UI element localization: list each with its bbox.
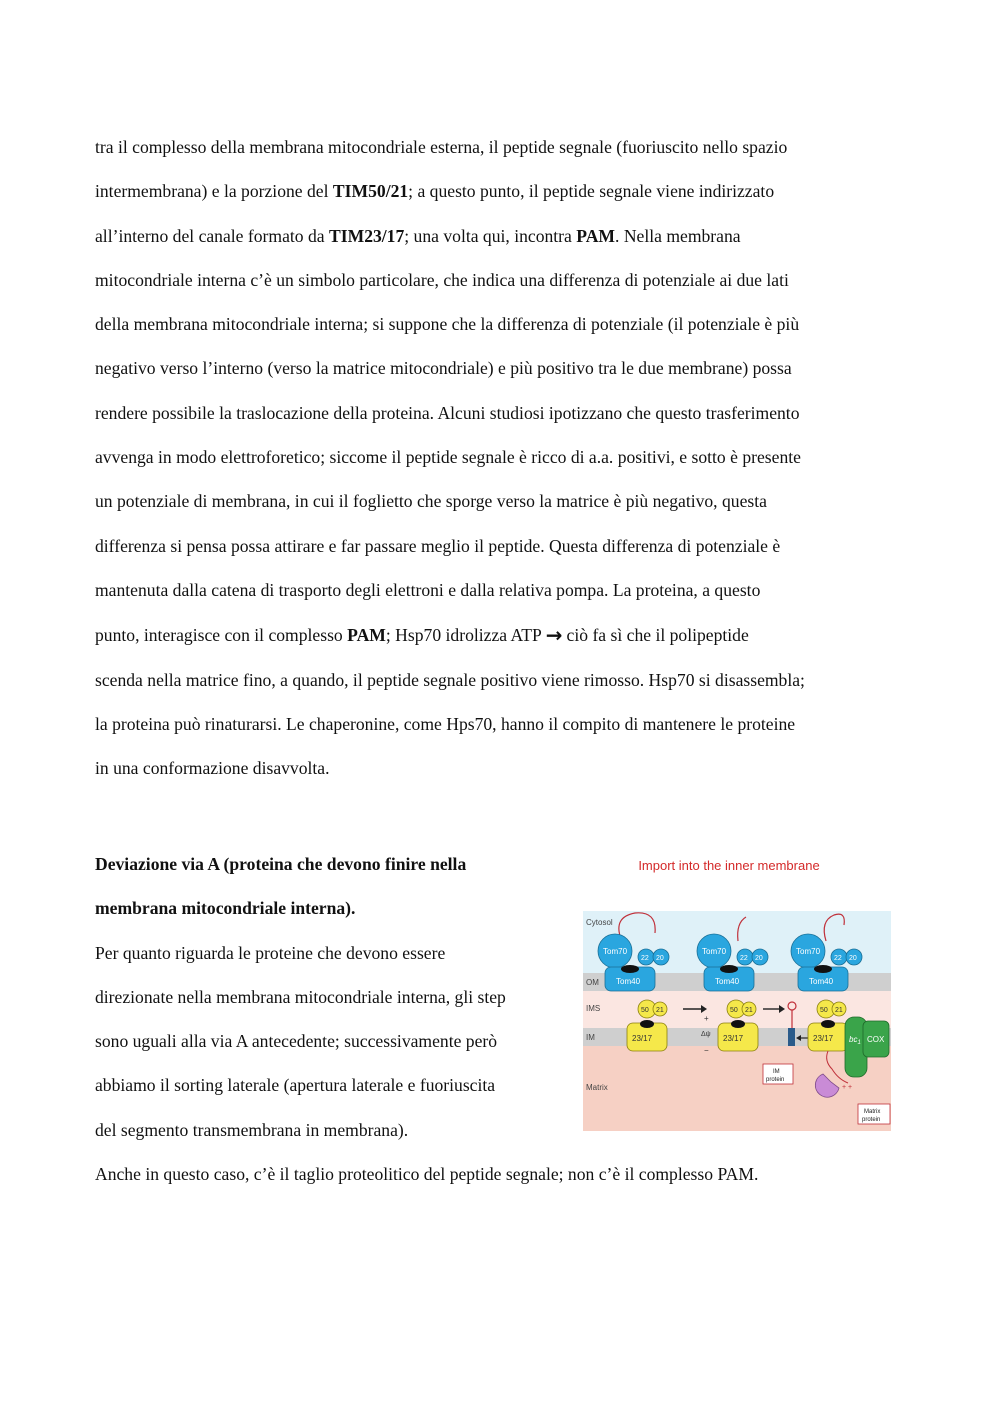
svg-text:protein: protein <box>862 1117 881 1123</box>
section-deviazione <box>95 842 575 1152</box>
svg-text:21: 21 <box>656 1007 664 1014</box>
text-line: avvenga in modo elettroforetico; siccome il peptide segnale è ricco di a.a. positivi, e sotto è presente <box>95 447 801 468</box>
svg-text:COX: COX <box>867 1035 885 1044</box>
text-line: un potenziale di membrana, in cui il foglietto che sporge verso la matrice è più negativo, questa <box>95 491 767 512</box>
plus-sign: + <box>704 1014 709 1023</box>
bold-term-tim50-21: TIM50/21 <box>332 181 409 202</box>
bold-term-pam: PAM <box>576 225 616 246</box>
text-line: all’interno del canale formato da TIM23/17; una volta qui, incontra PAM. Nella membrana <box>95 225 741 246</box>
section-heading: Deviazione via A (proteina che devono finire nella <box>95 854 467 874</box>
text-line: Per quanto riguarda le proteine che devono essere <box>95 942 446 963</box>
text-line: del segmento transmembrana in membrana). <box>95 1119 409 1140</box>
text-line: la proteina può rinaturarsi. Le chaperonine, come Hps70, hanno il compito di mantenere le proteine <box>95 713 796 734</box>
svg-text:IM: IM <box>773 1069 780 1075</box>
bold-term-pam: PAM <box>347 625 386 646</box>
minus-sign: − <box>704 1046 709 1055</box>
svg-text:50: 50 <box>820 1007 828 1014</box>
text-line: punto, interagisce con il complesso PAM; Hsp70 idrolizza ATP → ciò fa sì che il polipeptide <box>95 612 915 657</box>
section-heading: membrana mitocondriale interna). <box>95 898 356 919</box>
svg-text:20: 20 <box>849 955 857 962</box>
matrix-label: Matrix <box>586 1083 608 1092</box>
text-line: differenza si pensa possa attirare e far passare meglio il peptide. Questa differenza di potenziale è <box>95 535 781 556</box>
text-line: della membrana mitocondriale interna; si suppone che la differenza di potenziale (il potenziale è più <box>95 314 800 335</box>
svg-text:20: 20 <box>656 955 664 962</box>
svg-text:23/17: 23/17 <box>632 1034 653 1043</box>
text-line: mantenuta dalla catena di trasporto degli elettroni e dalla relativa pompa. La proteina, a questo <box>95 579 761 600</box>
matrix-protein-box <box>858 1104 890 1124</box>
text-line: direzionate nella membrana mitocondriale interna, gli step <box>95 986 506 1007</box>
svg-text:23/17: 23/17 <box>813 1034 834 1043</box>
membrane-import-diagram <box>583 911 893 1133</box>
svg-text:Matrix: Matrix <box>864 1109 881 1115</box>
svg-text:50: 50 <box>730 1007 738 1014</box>
im-protein-box <box>763 1064 793 1084</box>
text-line: abbiamo il sorting laterale (apertura laterale e fuoriuscita <box>95 1075 496 1096</box>
om-label: OM <box>586 978 599 987</box>
svg-text:21: 21 <box>745 1007 753 1014</box>
text-line: mitocondriale interna c’è un simbolo particolare, che indica una differenza di potenziale ai due lati <box>95 269 789 290</box>
text-line: scenda nella matrice fino, a quando, il peptide segnale positivo viene rimosso. Hsp70 si disassembla; <box>95 669 805 690</box>
body-paragraph <box>95 125 915 790</box>
cox-complex <box>863 1021 889 1057</box>
text-line: sono uguali alla via A antecedente; successivamente però <box>95 1031 498 1052</box>
delta-psi-label: Δψ <box>701 1031 711 1038</box>
svg-text:Tom70: Tom70 <box>702 947 727 956</box>
svg-text:22: 22 <box>834 955 842 962</box>
svg-text:21: 21 <box>835 1007 843 1014</box>
svg-text:20: 20 <box>755 955 763 962</box>
svg-text:Tom70: Tom70 <box>603 947 628 956</box>
text-line: intermembrana) e la porzione del TIM50/21; a questo punto, il peptide segnale viene indirizzato <box>95 181 775 202</box>
svg-text:protein: protein <box>766 1077 785 1083</box>
svg-text:Tom70: Tom70 <box>796 947 821 956</box>
bold-term-tim23-17: TIM23/17 <box>329 225 405 246</box>
svg-text:22: 22 <box>641 955 649 962</box>
im-label: IM <box>586 1033 595 1042</box>
text-line: rendere possibile la traslocazione della proteina. Alcuni studiosi ipotizzano che questo trasferimento <box>95 402 800 423</box>
text-line: Anche in questo caso, c’è il taglio proteolitico del peptide segnale; non c’è il complesso PAM. <box>95 1164 759 1184</box>
figure-title: Import into the inner membrane <box>638 858 820 873</box>
svg-text:bc1: $bc_1$ <box>849 1035 861 1046</box>
svg-text:Tom40: Tom40 <box>616 977 641 986</box>
import-diagram-figure <box>583 855 893 1135</box>
svg-text:22: 22 <box>740 955 748 962</box>
text-line: negativo verso l’interno (verso la matrice mitocondriale) e più positivo tra le due membrane) possa <box>95 358 792 379</box>
svg-text:50: 50 <box>641 1007 649 1014</box>
text-line: in una conformazione disavvolta. <box>95 758 330 779</box>
svg-text:Tom40: Tom40 <box>715 977 740 986</box>
cytosol-label: Cytosol <box>586 918 613 927</box>
svg-text:Tom40: Tom40 <box>809 977 834 986</box>
right-arrow-icon: → <box>545 623 563 648</box>
text-line: tra il complesso della membrana mitocondriale esterna, il peptide segnale (fuoriuscito nello spazio <box>95 137 788 157</box>
ims-label: IMS <box>586 1004 601 1013</box>
svg-text:23/17: 23/17 <box>723 1034 744 1043</box>
peptide-fragment: + + <box>842 1084 853 1091</box>
